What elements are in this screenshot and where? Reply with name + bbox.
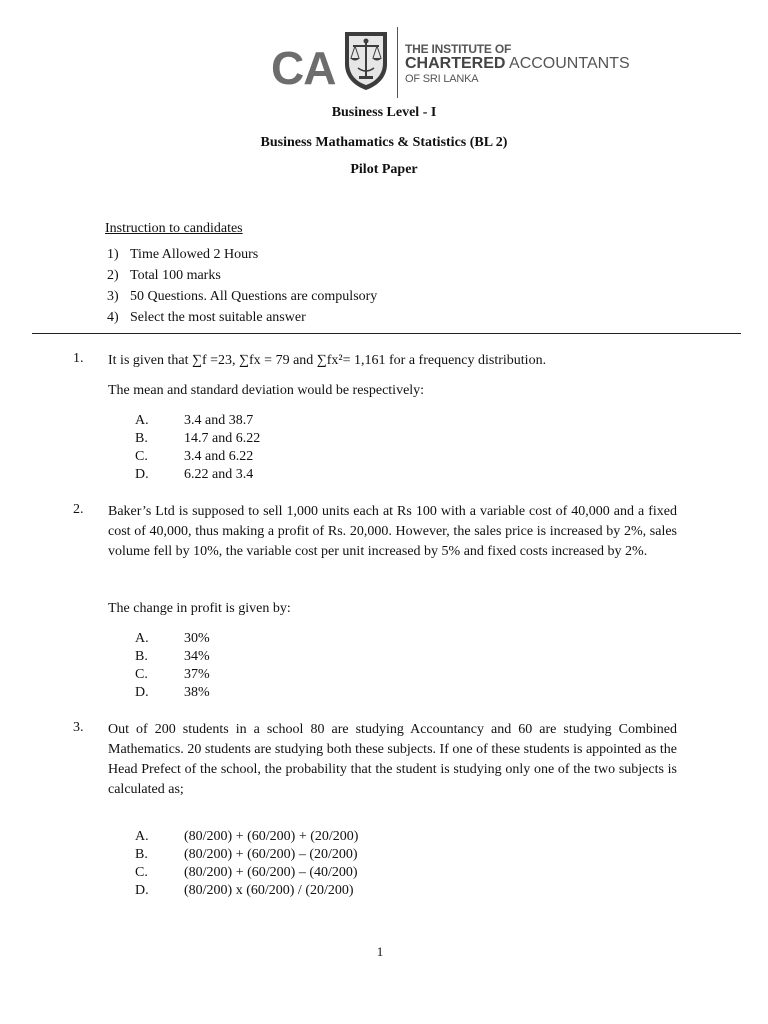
answer-option: A. 3.4 and 38.7 bbox=[135, 413, 254, 428]
institute-name bbox=[405, 43, 630, 85]
divider-line bbox=[32, 333, 741, 334]
scales-of-justice-crest-icon bbox=[342, 30, 390, 92]
answer-options bbox=[135, 630, 210, 702]
page-number: 1 bbox=[376, 944, 384, 959]
paper-heading: Pilot Paper bbox=[350, 162, 418, 177]
answer-option: C. (80/200) + (60/200) – (40/200) bbox=[135, 865, 358, 880]
answer-option: D. (80/200) x (60/200) / (20/200) bbox=[135, 883, 354, 898]
answer-option: A. 30% bbox=[135, 631, 210, 646]
instruction-item: 3) 50 Questions. All Questions are compulsory bbox=[107, 289, 378, 304]
answer-option: D. 38% bbox=[135, 685, 210, 700]
instructions-list bbox=[107, 244, 377, 328]
instruction-item: 2) Total 100 marks bbox=[107, 268, 221, 283]
answer-option: B. 34% bbox=[135, 649, 210, 664]
question-prompt: The change in profit is given by: bbox=[108, 601, 291, 616]
institute-name-line3: OF SRI LANKA bbox=[405, 73, 479, 85]
answer-option: A. (80/200) + (60/200) + (20/200) bbox=[135, 829, 359, 844]
question-text: Baker’s Ltd is supposed to sell 1,000 units each at Rs 100 with a variable cost of 40,000 and a fixed cost of 40,000, thus making a profit of Rs. 20,000. However, the sales price is increased by 2%, sales volume fell by 10%, the variable cost per unit increased by 5% and fixed costs increased by 2%. bbox=[108, 504, 677, 559]
answer-options bbox=[135, 828, 358, 900]
instructions-title: Instruction to candidates bbox=[105, 221, 243, 236]
business-level-heading: Business Level - I bbox=[331, 105, 437, 120]
institute-name-line2: CHARTERED ACCOUNTANTS bbox=[405, 55, 630, 72]
answer-option: B. (80/200) + (60/200) – (20/200) bbox=[135, 847, 358, 862]
question-number: 1. bbox=[73, 351, 84, 366]
question-number: 3. bbox=[73, 720, 84, 735]
question-text: Out of 200 students in a school 80 are studying Accountancy and 60 are studying Combined Mathematics. 20 students are studying both these subjects. If one of these students is appointed as the Head Prefect of the school, the probability that the student is studying only one of the two subjects is calculated as; bbox=[108, 722, 677, 797]
answer-options bbox=[135, 412, 260, 484]
institute-name-line1: THE INSTITUTE OF bbox=[405, 42, 512, 56]
answer-option: B. 14.7 and 6.22 bbox=[135, 431, 261, 446]
subject-heading: Business Mathamatics & Statistics (BL 2) bbox=[260, 135, 508, 150]
answer-option: D. 6.22 and 3.4 bbox=[135, 467, 254, 482]
question-prompt: The mean and standard deviation would be respectively: bbox=[108, 383, 425, 398]
instruction-item: 1) Time Allowed 2 Hours bbox=[107, 247, 259, 262]
question-text: It is given that ∑f =23, ∑fx = 79 and ∑fx²= 1,161 for a frequency distribution. bbox=[108, 353, 547, 368]
question-number: 2. bbox=[73, 502, 84, 517]
answer-option: C. 37% bbox=[135, 667, 210, 682]
instruction-item: 4) Select the most suitable answer bbox=[107, 310, 306, 325]
answer-option: C. 3.4 and 6.22 bbox=[135, 449, 254, 464]
logo-divider bbox=[397, 27, 398, 98]
logo-ca-mark: CA bbox=[271, 42, 336, 94]
